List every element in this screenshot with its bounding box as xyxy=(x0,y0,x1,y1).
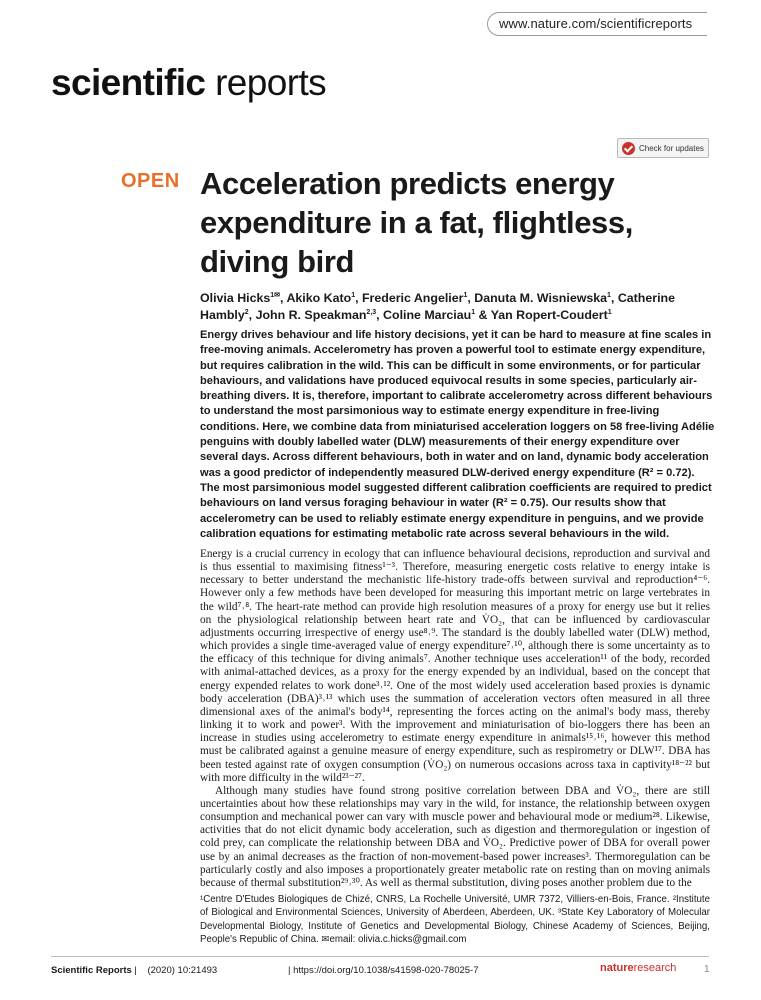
affiliations-footnote: ¹Centre D'Etudes Biologiques de Chizé, CNRS, La Rochelle Université, UMR 7372, Villiers-en-Bois, France. ²Institute of Biological and Environmental Sciences, University of Aberdeen, Aberdeen, UK. ³State Key Laboratory of Molecular Developmental Biology, Institute of Genetics and Developmental Biology, Chinese Academy of Sciences, Beijing, People's Republic of China. ✉email: olivia.c.hicks@gmail.com xyxy=(200,894,710,946)
author-affiliation: 1 xyxy=(607,291,611,299)
author-name[interactable]: Danuta M. Wisniewska xyxy=(474,291,608,305)
check-for-updates-button[interactable] xyxy=(617,138,709,158)
author-name[interactable]: Olivia Hicks xyxy=(200,291,271,305)
footer-citation: Scientific Reports | (2020) 10:21493 xyxy=(51,965,218,976)
author-name[interactable]: Frederic Angelier xyxy=(361,291,464,305)
author-affiliation: 1✉ xyxy=(270,291,281,299)
journal-url[interactable]: www.nature.com/scientificreports xyxy=(487,12,709,36)
author-name[interactable]: Yan Ropert-Coudert xyxy=(490,308,608,322)
author-affiliation: 1 xyxy=(463,291,468,299)
abstract: Energy drives behaviour and life history decisions, yet it can be hard to measure at fine scales in free-moving animals. Accelerometry has proven a powerful tool to estimate energy expenditure, but requires calibration in the wild. This can be difficult in some environments, or for particular behaviours, and validations have produced equivocal results in some species, particularly air-breathing divers. It is, therefore, important to calibrate accelerometry across different behaviours to understand the most parsimonious way to estimate energy expenditure in free-living conditions. Here, we combine data from miniaturised acceleration loggers on 58 free-living Adélie penguins with doubly labelled water (DLW) measurements of their energy expenditure over several days. Across different behaviours, both in water and on land, dynamic body acceleration was a good predictor of independently measured DLW-derived energy expenditure (R² = 0.72). The most parsimonious model suggested different calibration coefficients are required to predict behaviours on land versus foraging behaviour in water (R² = 0.75). Our results show that accelerometry can be used to reliably estimate energy expenditure in penguins, and we provide calibration equations for estimating metabolic rate across several behaviours in the wild. xyxy=(200,329,715,540)
author-affiliation: 2,3 xyxy=(366,308,377,316)
publisher-light: research xyxy=(633,962,677,974)
footer-doi-link[interactable]: https://doi.org/10.1038/s41598-020-78025-7 xyxy=(293,965,479,976)
footer-journal: Scientific Reports xyxy=(51,965,132,976)
body-paragraph: Although many studies have found strong positive correlation between DBA and V̇O₂, there are still uncertainties about how these relationships may vary in the wild, for instance, the relationship between oxygen consumption and mechanical power can vary with muscle power and behavioural mode or medium²⁸. Likewise, activities that do not elicit dynamic body acceleration, such as digestion and thermoregulation or ingestion of cold prey, can complicate the relationship between DBA and V̇O₂. Predictive power of DBA for overall power use by an animal decreases as the fraction of non-movement-based power increases³. Thermoregulation can be particularly costly and also imposes a proportionately greater metabolic rate on resting than on moving animals because of thermal substitution²⁹˒³⁰. As well as thermal substitution, diving poses another problem due to the xyxy=(200,784,710,889)
article-body xyxy=(200,548,710,890)
journal-brand[interactable] xyxy=(51,62,326,104)
footer-doi-wrap[interactable]: | https://doi.org/10.1038/s41598-020-78025-7 xyxy=(288,965,479,976)
author-name[interactable]: Akiko Kato xyxy=(286,291,352,305)
author-name[interactable]: John R. Speakman xyxy=(255,308,367,322)
url-tab-mask xyxy=(707,12,761,36)
author-affiliation: 1 xyxy=(351,291,356,299)
footer-divider xyxy=(51,956,709,957)
brand-light-text: reports xyxy=(205,62,327,103)
brand-bold-text: scientific xyxy=(51,62,206,103)
publisher-bold: nature xyxy=(600,962,634,974)
check-for-updates-label: Check for updates xyxy=(639,143,704,153)
publisher-logo xyxy=(600,962,676,974)
author-list: Olivia Hicks$^{1✉}$, Akiko Kato$^1$, Frederic Angelier$^1$, Danuta M. Wisniewska$^1$, Catherine Hambly$^2$, John R. Speakman$^{2,3}$, Coline Marciau$^1$ & Yan Ropert-Coudert$^1$ xyxy=(200,291,675,322)
footer-volume: (2020) 10:21493 xyxy=(147,965,218,976)
checkmark-icon xyxy=(622,142,635,155)
author-affiliation: 2 xyxy=(244,308,249,316)
author-name[interactable]: Catherine Hambly xyxy=(200,291,675,322)
author-affiliation: 1 xyxy=(471,308,476,316)
article-title: Acceleration predicts energy expenditure in a fat, flightless, diving bird xyxy=(200,166,633,279)
author-affiliation: 1 xyxy=(607,308,612,316)
page-number: 1 xyxy=(704,964,710,975)
body-paragraph: Energy is a crucial currency in ecology that can influence behavioural decisions, reproduction and survival and is thus essential to maximising fitness¹⁻³. Therefore, measuring energetic costs relative to energy intake is necessary to better understand the mechanistic life-history trade-offs between survival and reproduction⁴⁻⁶. However only a few methods have been developed for measuring this important metric on large vertebrates in the wild⁷˒⁸. The heart-rate method can provide high resolution measures of a proxy for energy use but it relies on the physiological relationship between heart rate and V̇O₂, that can be influenced by cardiovascular adjustments occurring irrespective of energy use⁸˒⁹. The standard is the doubly labelled water (DLW) method, which provides a single time-averaged value of energy expenditure⁷˒¹⁰, although there is some uncertainty as to the efficacy of this technique for diving animals⁷. Another technique uses acceleration¹¹ of the body, recorded with animal-attached devices, as a proxy for the energy expended by an individual, based on the concept that energy expended relates to work done³˒¹². One of the most widely used acceleration based proxies is dynamic body acceleration (DBA)³˒¹³ which uses the summation of acceleration vectors often measured in all three dimensional axes of the animal's body¹⁴, representing the forces acting on the animal's body mass, thereby linking it to work and power³. With the improvement and miniaturisation of bio-loggers there has been an increase in studies using accelerometry to estimate energy expenditure in animals¹⁵˒¹⁶, however this method must be calibrated against a genuine measure of energy expenditure, such as respirometry or DLW¹⁷. DBA has been tested against rate of oxygen consumption (V̇O₂) on numerous occasions across taxa in captivity¹⁸⁻²² but with more difficulty in the wild²³⁻²⁷. xyxy=(200,548,710,784)
open-access-label: OPEN xyxy=(121,170,180,192)
author-name[interactable]: Coline Marciau xyxy=(383,308,472,322)
